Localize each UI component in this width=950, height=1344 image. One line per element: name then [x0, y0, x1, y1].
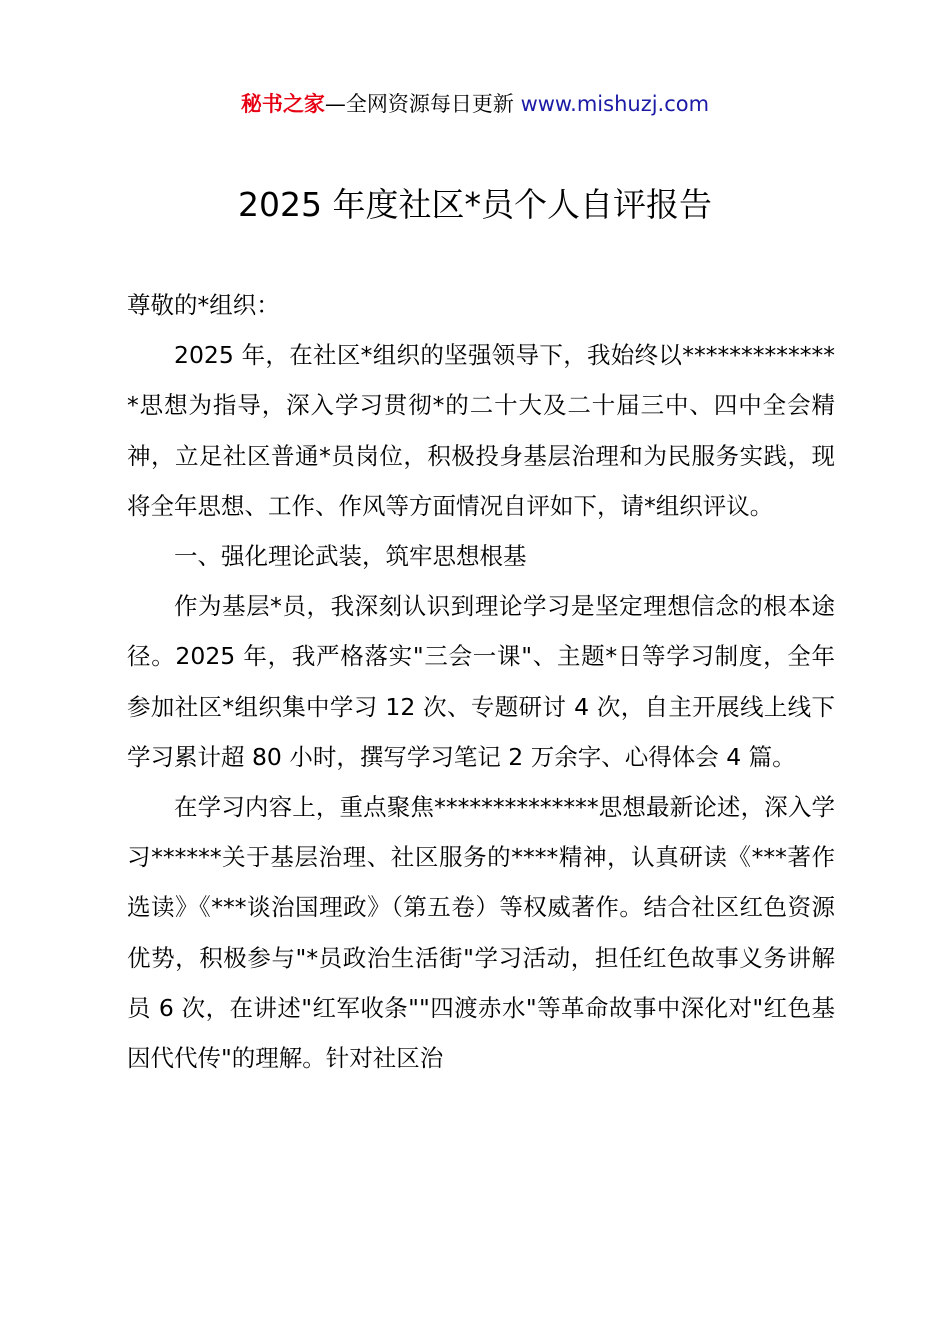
document-title: 2025 年度社区*员个人自评报告	[238, 185, 712, 224]
section-heading: 一、强化理论武装，筑牢思想根基	[174, 542, 527, 571]
document-body	[127, 280, 835, 1083]
paragraph: 在学习内容上，重点聚焦**************思想最新论述，深入学习******关于基层治理、社区服务的****精神，认真研读《***著作选读》《***谈治国理政》（第五卷）等权威著作。结合社区红色资源优势，积极参与"*员政治生活街"学习活动，担任红色故事义务讲解员 6 次，在讲述"红军收条""四渡赤水"等革命故事中深化对"红色基因代代传"的理解。针对社区治	[127, 793, 835, 1073]
paragraph: 作为基层*员，我深刻认识到理论学习是坚定理想信念的根本途径。2025 年，我严格落实"三会一课"、主题*日等学习制度，全年参加社区*组织集中学习 12 次、专题研讨 4 次，自主开展线上线下学习累计超 80 小时，撰写学习笔记 2 万余字、心得体会 4 篇。	[127, 592, 835, 771]
site-link[interactable]: www.mishuzj.com	[520, 92, 710, 116]
header-tagline: —全网资源每日更新	[324, 92, 521, 116]
salutation: 尊敬的*组织：	[127, 291, 280, 319]
paragraph: 2025 年，在社区*组织的坚强领导下，我始终以**************思想为指导，深入学习贯彻*的二十大及二十届三中、四中全会精神，立足社区普通*员岗位，积极投身基层治理和为民服务实践，现将全年思想、工作、作风等方面情况自评如下，请*组织评议。	[127, 341, 835, 520]
brand-name: 秘书之家	[240, 92, 325, 116]
site-header	[0, 88, 950, 120]
